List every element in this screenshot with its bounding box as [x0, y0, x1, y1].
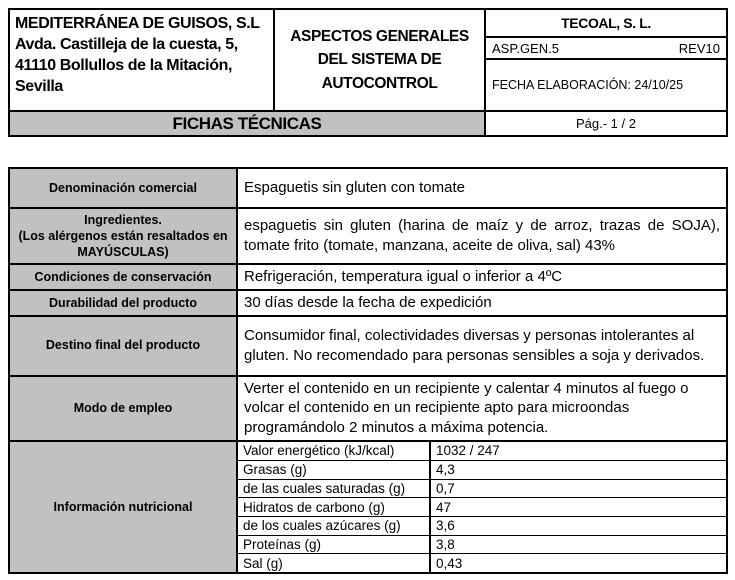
nutrient-value: 3,8 [436, 537, 455, 552]
row-label: Condiciones de conservación [10, 265, 238, 289]
nutrition-label: Información nutricional [10, 442, 238, 572]
table-row-conservacion [10, 263, 726, 289]
section-banner: FICHAS TÉCNICAS [10, 110, 484, 135]
row-label: Destino final del producto [10, 317, 238, 375]
row-value: espaguetis sin gluten (harina de maíz y de arroz, trazas de SOJA), tomate frito (tomate, manzana, aceite de oliva, sal) 43% [244, 217, 720, 254]
nutrient-value: 0,43 [436, 555, 463, 571]
nutrition-row [238, 535, 726, 554]
product-spec-table [8, 167, 728, 574]
document-header [8, 8, 728, 137]
nutrient-value: 0,7 [436, 480, 455, 496]
nutrient-name: Valor energético (kJ/kcal) [238, 442, 431, 460]
table-row-denominacion [10, 169, 726, 207]
nutrient-name: Grasas (g) [238, 461, 431, 479]
table-row-nutricion [10, 440, 726, 572]
document-title-line1: ASPECTOS GENERALES [290, 28, 469, 46]
table-row-modo-empleo [10, 375, 726, 440]
company-address-block [10, 10, 273, 110]
company-city: 41110 Bollullos de la Mitación, [15, 57, 233, 75]
org-name: TECOAL, S. L. [561, 15, 651, 31]
nutrient-value: 3,6 [436, 518, 455, 534]
document-title [273, 10, 484, 110]
document-meta-box [484, 10, 726, 110]
table-row-durabilidad [10, 289, 726, 315]
nutrient-name: de las cuales saturadas (g) [238, 480, 431, 498]
nutrition-table [238, 442, 726, 572]
ingredients-label-note: (Los alérgenos están resaltados en MAYÚSCULAS) [18, 228, 228, 260]
row-value: Refrigeración, temperatura igual o inferior a 4ºC [244, 268, 563, 285]
table-row-destino [10, 315, 726, 375]
row-value: Espaguetis sin gluten con tomate [244, 179, 465, 197]
nutrient-name: Proteínas (g) [238, 536, 431, 554]
row-label: Durabilidad del producto [10, 291, 238, 315]
company-province: Sevilla [15, 78, 63, 96]
nutrient-name: Hidratos de carbono (g) [238, 498, 431, 516]
doc-elaboration-date: FECHA ELABORACIÓN: 24/10/25 [486, 58, 726, 110]
doc-code: ASP.GEN.5 [492, 40, 559, 56]
row-value: Consumidor final, colectividades diversas y personas intolerantes al gluten. No recomendado para personas sensibles a soja y derivados. [244, 326, 705, 364]
nutrition-row [238, 460, 726, 479]
document-title-line2: DEL SISTEMA DE [317, 51, 442, 69]
nutrition-row [238, 442, 726, 460]
row-label: Modo de empleo [10, 377, 238, 440]
row-label: Denominación comercial [10, 169, 238, 207]
row-label [10, 209, 238, 263]
row-value: 30 días desde la fecha de expedición [244, 293, 492, 311]
nutrient-value: 47 [436, 499, 452, 515]
company-street: Avda. Castilleja de la cuesta, 5, [15, 36, 238, 54]
doc-revision: REV10 [678, 40, 720, 56]
doc-code-row [486, 36, 726, 58]
nutrition-row [238, 516, 726, 535]
nutrition-row [238, 479, 726, 498]
nutrient-name: de los cuales azúcares (g) [238, 517, 431, 535]
ingredients-label: Ingredientes. [84, 212, 162, 227]
nutrient-name: Sal (g) [238, 554, 431, 572]
nutrition-row [238, 553, 726, 572]
document-title-line3: AUTOCONTROL [321, 74, 438, 92]
nutrition-row [238, 497, 726, 516]
table-row-ingredientes [10, 207, 726, 263]
nutrient-value: 4,3 [436, 462, 455, 478]
page-indicator: Pág.- 1 / 2 [484, 110, 726, 135]
row-value: Verter el contenido en un recipiente y calentar 4 minutos al fuego o volcar el contenido en un recipiente apto para microondas programándolo 2 minutos a máxima potencia. [244, 379, 689, 437]
nutrient-value: 1032 / 247 [436, 443, 500, 459]
company-name: MEDITERRÁNEA DE GUISOS, S.L [15, 15, 260, 32]
